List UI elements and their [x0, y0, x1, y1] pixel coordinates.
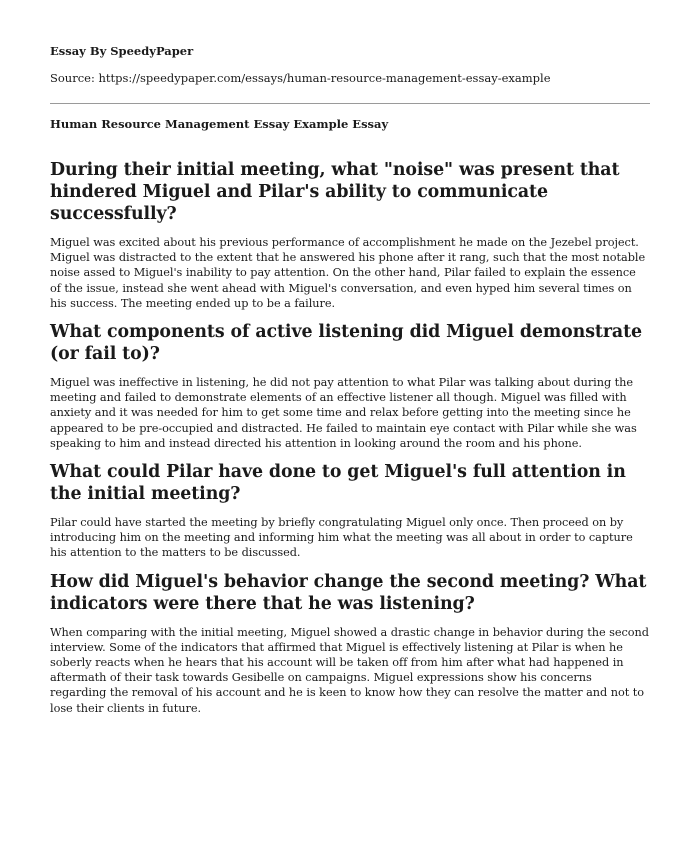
section-heading: How did Miguel's behavior change the second meeting? What indicators were there that he was listening? [50, 571, 647, 614]
essay-section-3 [50, 461, 650, 561]
section-heading: What components of active listening did Miguel demonstrate (or fail to)? [50, 322, 642, 365]
header-divider [50, 103, 650, 104]
section-paragraph: Pilar could have started the meeting by briefly congratulating Miguel only once. Then proceed on by introducing him on the meeting and informing him what the meeting was all about in order to capture his attention to the matters to be discussed. [50, 516, 633, 560]
section-heading: During their initial meeting, what "noise" was present that hindered Miguel and Pilar's ability to communicate successfully? [50, 160, 620, 224]
section-paragraph: Miguel was excited about his previous performance of accomplishment he made on the Jezebel project. Miguel was distracted to the extent that he answered his phone after it rang, such that the most notable noise assed to Miguel's inability to pay attention. On the other hand, Pilar failed to explain the essence of the issue, instead she went ahead with Miguel's conversation, and even hyped him several times on his success. The meeting ended up to be a failure. [50, 236, 646, 310]
essay-section-2 [50, 321, 650, 451]
section-heading: What could Pilar have done to get Miguel's full attention in the initial meeting? [50, 462, 626, 505]
source-line: Source: https://speedypaper.com/essays/human-resource-management-essay-example [50, 71, 551, 85]
brand-label: Essay By SpeedyPaper [50, 44, 194, 58]
essay-section-4 [50, 571, 650, 716]
section-paragraph: When comparing with the initial meeting, Miguel showed a drastic change in behavior during the second interview. Some of the indicators that affirmed that Miguel is effectively listening at Pilar is when he soberly reacts when he hears that his account will be taken off from him after what had happened in aftermath of their task towards Gesibelle on campaigns. Miguel expressions show his concerns regarding the removal of his account and he is keen to know how they can resolve the matter and not to lose their clients in future. [50, 625, 649, 715]
document-title: Human Resource Management Essay Example Essay [50, 117, 389, 131]
essay-section-1 [50, 159, 650, 311]
section-paragraph: Miguel was ineffective in listening, he did not pay attention to what Pilar was talking about during the meeting and failed to demonstrate elements of an effective listener all though. Miguel was filled with anxiety and it was needed for him to get some time and relax before getting into the meeting since he appeared to be pre-occupied and distracted. He failed to maintain eye contact with Pilar while she was speaking to him and instead directed his attention in looking around the room and his phone. [50, 376, 637, 450]
